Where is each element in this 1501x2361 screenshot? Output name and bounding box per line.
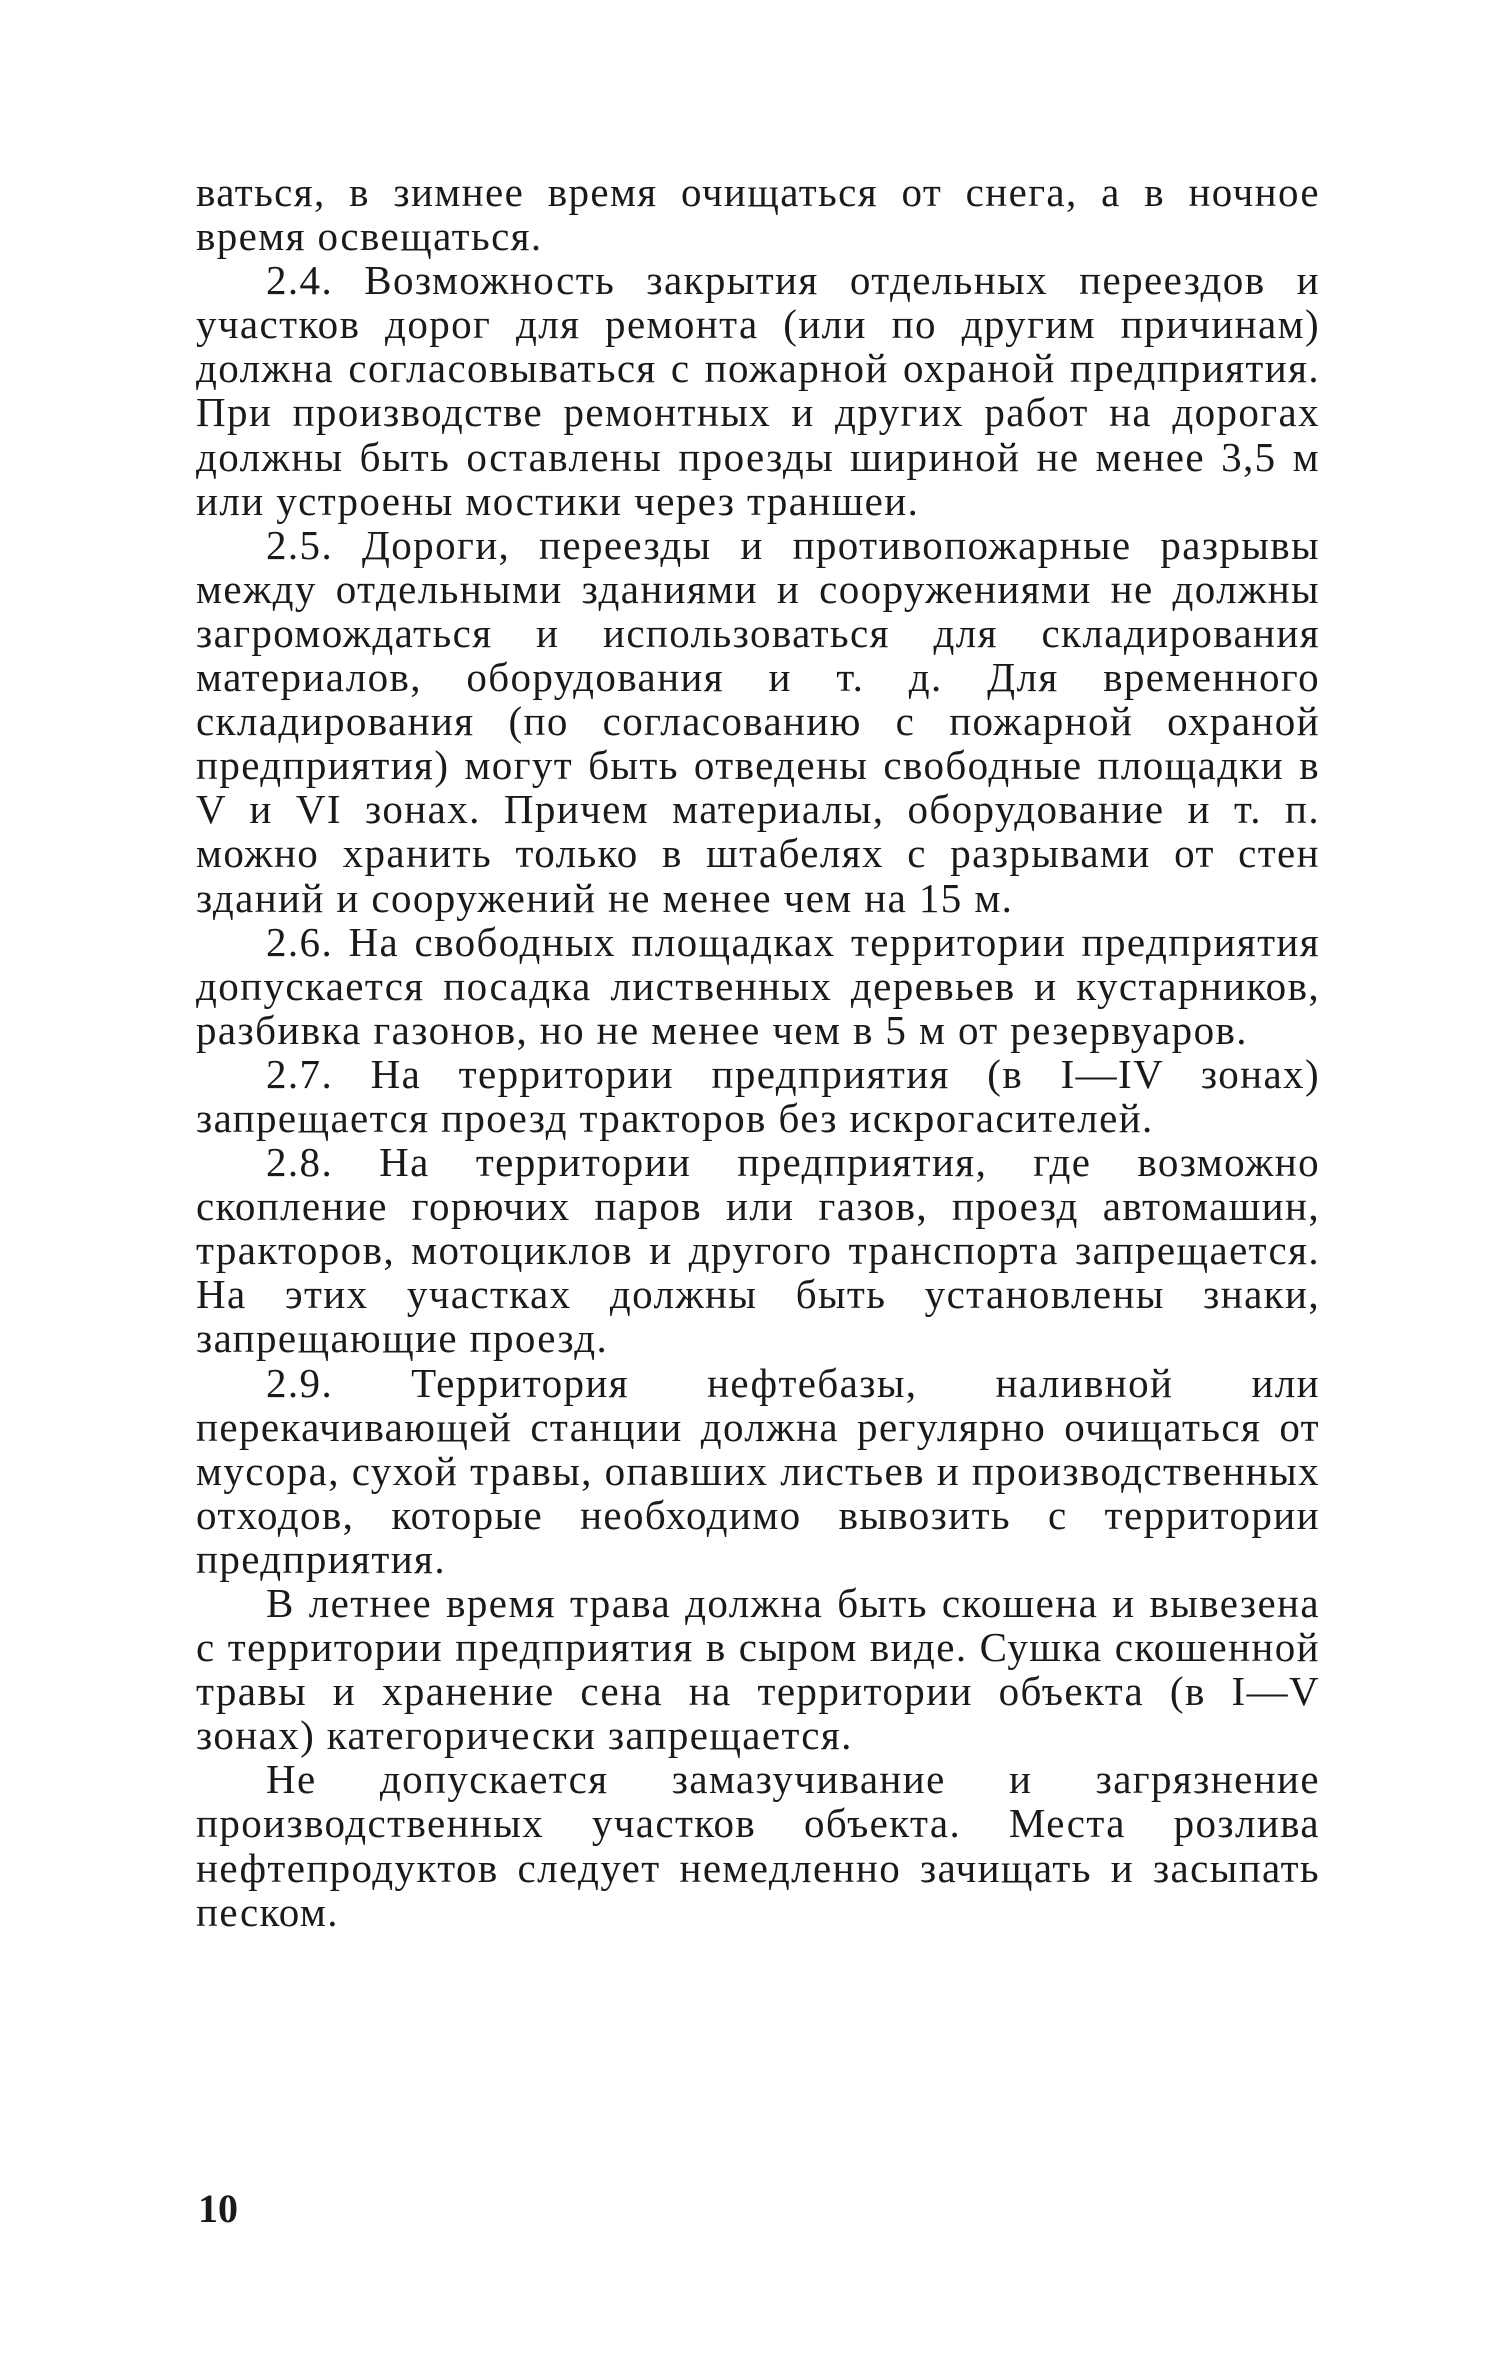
paragraph-continuation: ваться, в зимнее время очищаться от снега, а в ночное время освещаться. [196, 169, 1320, 260]
paragraph-oil-spills: Не допускается замазучивание и загрязнение производственных участков объекта. Места розлива нефтепродуктов следует немедленно зачищать и засыпать песком. [196, 1756, 1320, 1935]
paragraph-summer-grass: В летнее время трава должна быть скошена и вывезена с территории предприятия в сыром виде. Сушка скошенной травы и хранение сена на территории объекта (в I—V зонах) категорически запрещается. [196, 1580, 1320, 1759]
body-text [196, 170, 1320, 1934]
paragraph-2-7: 2.7. На территории предприятия (в I—IV зонах) запрещается проезд тракторов без искрогасителей. [196, 1050, 1320, 1141]
paragraph-2-9: 2.9. Территория нефтебазы, наливной или перекачивающей станции должна регулярно очищаться от мусора, сухой травы, опавших листьев и производственных отходов, которые необходимо вывозить с территории предприятия. [196, 1359, 1320, 1582]
paragraph-2-6: 2.6. На свободных площадках территории предприятия допускается посадка лиственных деревьев и кустарников, разбивка газонов, но не менее чем в 5 м от резервуаров. [196, 918, 1320, 1053]
page-number: 10 [198, 2186, 238, 2231]
paragraph-2-4: 2.4. Возможность закрытия отдельных переездов и участков дорог для ремонта (или по другим причинам) должна согласовываться с пожарной охраной предприятия. При производстве ремонтных и других работ на дорогах должны быть оставлены проезды шириной не менее 3,5 м или устроены мостики через траншеи. [196, 257, 1320, 524]
paragraph-2-5: 2.5. Дороги, переезды и противопожарные разрывы между отдельными зданиями и сооружениями не должны загромождаться и использоваться для складирования материалов, оборудования и т. д. Для временного складирования (по согласованию с пожарной охраной предприятия) могут быть отведены свободные площадки в V и VI зонах. Причем материалы, оборудование и т. п. можно хранить только в штабелях с разрывами от стен зданий и сооружений не менее чем на 15 м. [196, 521, 1320, 921]
paragraph-2-8: 2.8. На территории предприятия, где возможно скопление горючих паров или газов, проезд автомашин, тракторов, мотоциклов и другого транспорта запрещается. На этих участках должны быть установлены знаки, запрещающие проезд. [196, 1139, 1320, 1362]
